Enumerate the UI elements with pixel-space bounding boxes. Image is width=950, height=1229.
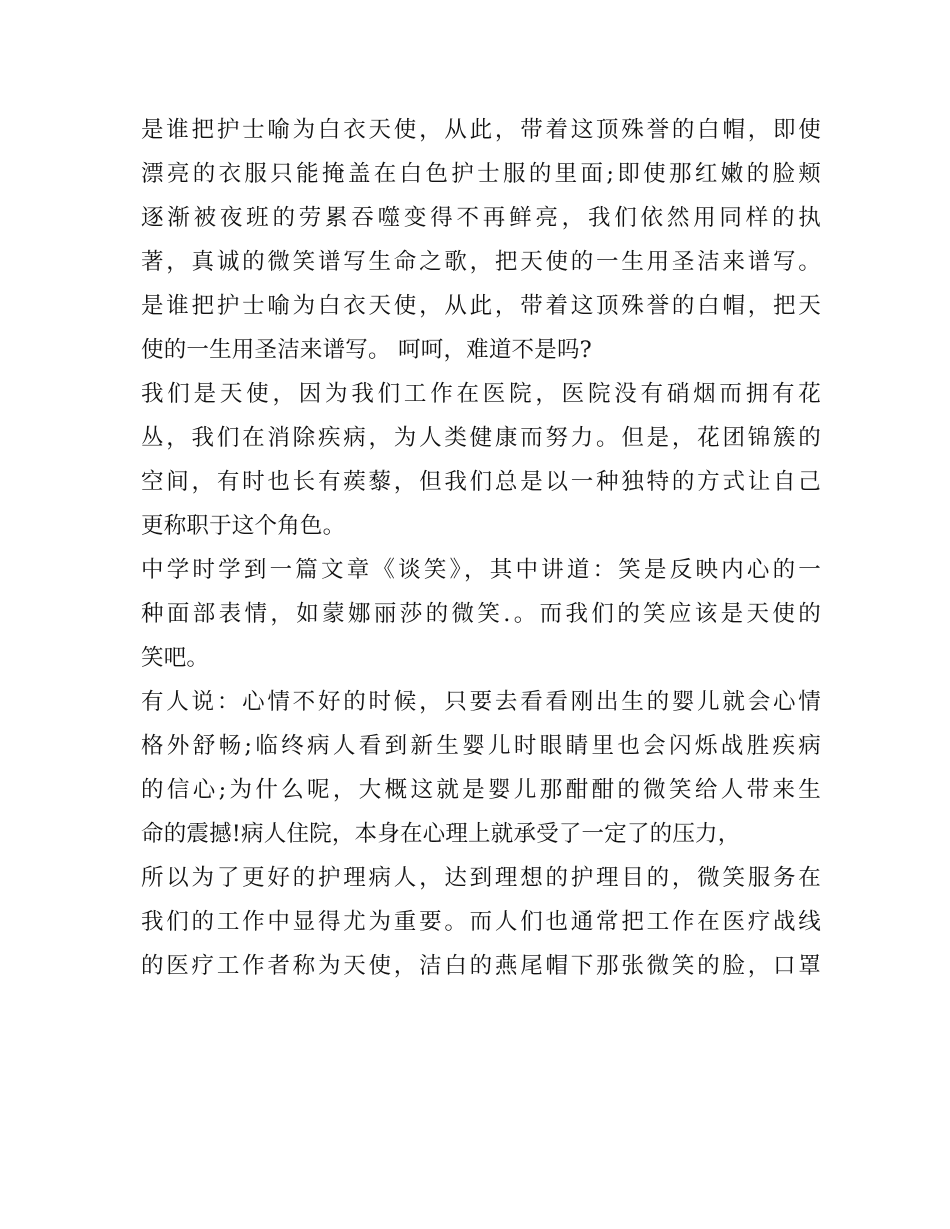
text-line: 丛，我们在消除疾病，为人类健康而努力。但是，花团锦簇的 — [141, 425, 821, 451]
paragraph-4 — [141, 680, 821, 988]
text-line: 命的震撼!病人住院，本身在心理上就承受了一定了的压力， — [141, 821, 741, 847]
text-line: 是谁把护士喻为白衣天使，从此，带着这顶殊誉的白帽，把天 — [141, 293, 821, 319]
text-line: 的医疗工作者称为天使，洁白的燕尾帽下那张微笑的脸，口罩 — [141, 953, 821, 979]
paragraph-1 — [141, 108, 821, 372]
text-line: 中学时学到一篇文章《谈笑》，其中讲道：笑是反映内心的一 — [141, 557, 821, 583]
text-line: 我们的工作中显得尤为重要。而人们也通常把工作在医疗战线 — [141, 909, 821, 935]
text-line: 著，真诚的微笑谱写生命之歌，把天使的一生用圣洁来谱写。 — [141, 249, 821, 275]
text-line: 更称职于这个角色。 — [141, 513, 346, 539]
paragraph-3 — [141, 548, 821, 680]
text-line: 格外舒畅;临终病人看到新生婴儿时眼睛里也会闪烁战胜疾病 — [141, 733, 821, 759]
text-line: 所以为了更好的护理病人，达到理想的护理目的，微笑服务在 — [141, 865, 821, 891]
document-body — [141, 108, 821, 988]
text-line: 是谁把护士喻为白衣天使，从此，带着这顶殊誉的白帽，即使 — [141, 117, 821, 143]
text-line: 有人说：心情不好的时候，只要去看看刚出生的婴儿就会心情 — [141, 689, 821, 715]
text-line: 使的一生用圣洁来谱写。 呵呵，难道不是吗? — [141, 337, 592, 363]
text-line: 我们是天使，因为我们工作在医院，医院没有硝烟而拥有花 — [141, 381, 821, 407]
paragraph-2 — [141, 372, 821, 548]
text-line: 的信心;为什么呢，大概这就是婴儿那酣酣的微笑给人带来生 — [141, 777, 821, 803]
text-line: 空间，有时也长有蒺藜，但我们总是以一种独特的方式让自己 — [141, 469, 821, 495]
text-line: 笑吧。 — [141, 645, 210, 671]
text-line: 逐渐被夜班的劳累吞噬变得不再鲜亮，我们依然用同样的执 — [141, 205, 821, 231]
text-line: 种面部表情，如蒙娜丽莎的微笑.。而我们的笑应该是天使的 — [141, 601, 821, 627]
text-line: 漂亮的衣服只能掩盖在白色护士服的里面;即使那红嫩的脸颊 — [141, 161, 821, 187]
